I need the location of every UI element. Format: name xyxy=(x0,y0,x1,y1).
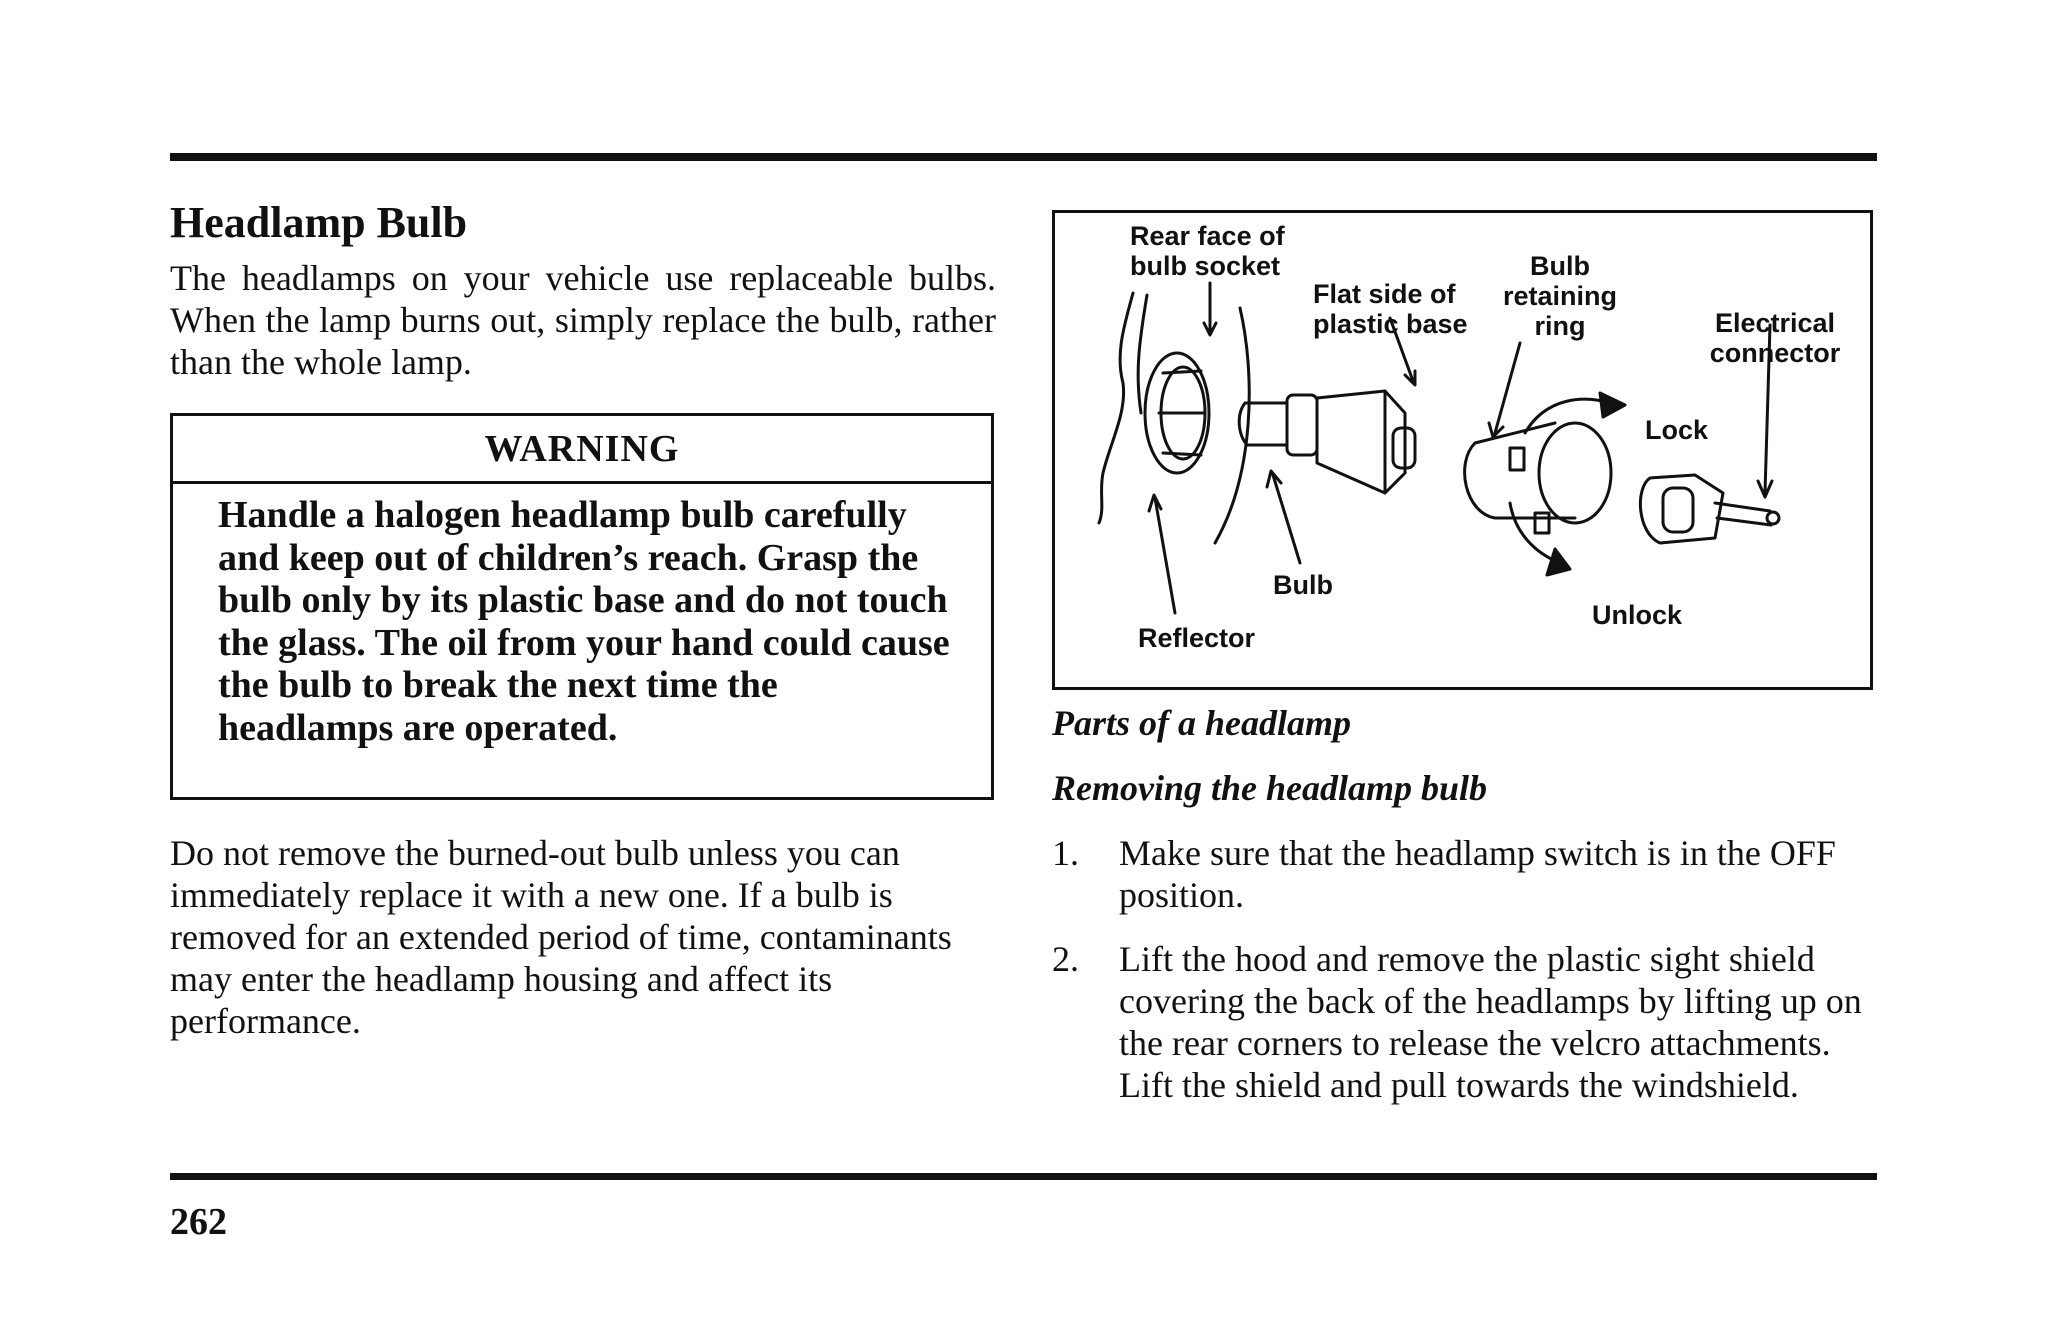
bulb-collar xyxy=(1287,395,1317,455)
label-reflector: Reflector xyxy=(1138,623,1256,653)
headlamp-parts-figure xyxy=(1052,210,1873,690)
procedure-steps xyxy=(1052,832,1877,1128)
housing-curve xyxy=(1215,308,1249,543)
section-heading: Headlamp Bulb xyxy=(170,198,468,247)
step-number: 1. xyxy=(1052,833,1079,873)
connector-wire-end xyxy=(1767,512,1779,524)
label-retaining-ring: Bulb retaining ring xyxy=(1502,251,1617,341)
leader-retaining-ring xyxy=(1495,343,1520,433)
warning-title: WARNING xyxy=(173,416,991,484)
connector-socket xyxy=(1663,488,1693,532)
label-flat-side: Flat side of plastic base xyxy=(1313,279,1468,339)
step-number: 2. xyxy=(1052,939,1079,979)
ring-tab xyxy=(1510,448,1524,470)
leader-bulb xyxy=(1273,475,1300,563)
ring-body-left xyxy=(1465,443,1575,518)
label-lock: Lock xyxy=(1645,415,1709,445)
label-bulb: Bulb xyxy=(1273,570,1333,600)
step-text: Lift the hood and remove the plastic sight shield covering the back of the headlamps by lifting up on the rear corners to release the velcro attachments. Lift the shield and pull towards the windshield. xyxy=(1119,939,1862,1105)
caution-paragraph: Do not remove the burned-out bulb unless you can immediately replace it with a new one. If a bulb is removed for an extended period of time, contaminants may enter the headlamp housing and affect its performance. xyxy=(170,833,952,1041)
lock-arrowhead xyxy=(1600,393,1625,417)
bottom-rule xyxy=(170,1173,1877,1180)
figure-caption: Parts of a headlamp xyxy=(1052,703,1352,743)
label-electrical-connector: Electrical connector xyxy=(1709,308,1841,368)
ring-body-top xyxy=(1475,423,1555,443)
step-item xyxy=(1052,832,1877,916)
leader-reflector xyxy=(1155,498,1175,613)
page-number: 262 xyxy=(170,1201,227,1243)
ring-opening xyxy=(1539,423,1611,523)
intro-paragraph: The headlamps on your vehicle use replaceable bulbs. When the lamp burns out, simply replace the bulb, rather than the whole lamp. xyxy=(170,258,996,382)
step-item xyxy=(1052,938,1877,1106)
top-rule xyxy=(170,153,1877,161)
connector-wires xyxy=(1715,503,1771,525)
label-rear-face: Rear face of bulb socket xyxy=(1130,221,1285,281)
label-unlock: Unlock xyxy=(1592,600,1683,630)
procedure-subheading: Removing the headlamp bulb xyxy=(1052,768,1488,808)
reflector-outline xyxy=(1099,293,1133,523)
step-text: Make sure that the headlamp switch is in the OFF position. xyxy=(1119,833,1836,915)
ring-tab-lower xyxy=(1535,513,1549,533)
intro-section xyxy=(170,195,996,383)
warning-text: Handle a halogen headlamp bulb carefully and keep out of children’s reach. Grasp the bulb only by its plastic base and do not touch the glass. The oil from your hand could cause the bulb to break the next time the headlamps are operated. xyxy=(218,494,950,749)
warning-box xyxy=(170,413,994,800)
unlock-arrowhead xyxy=(1547,549,1570,575)
